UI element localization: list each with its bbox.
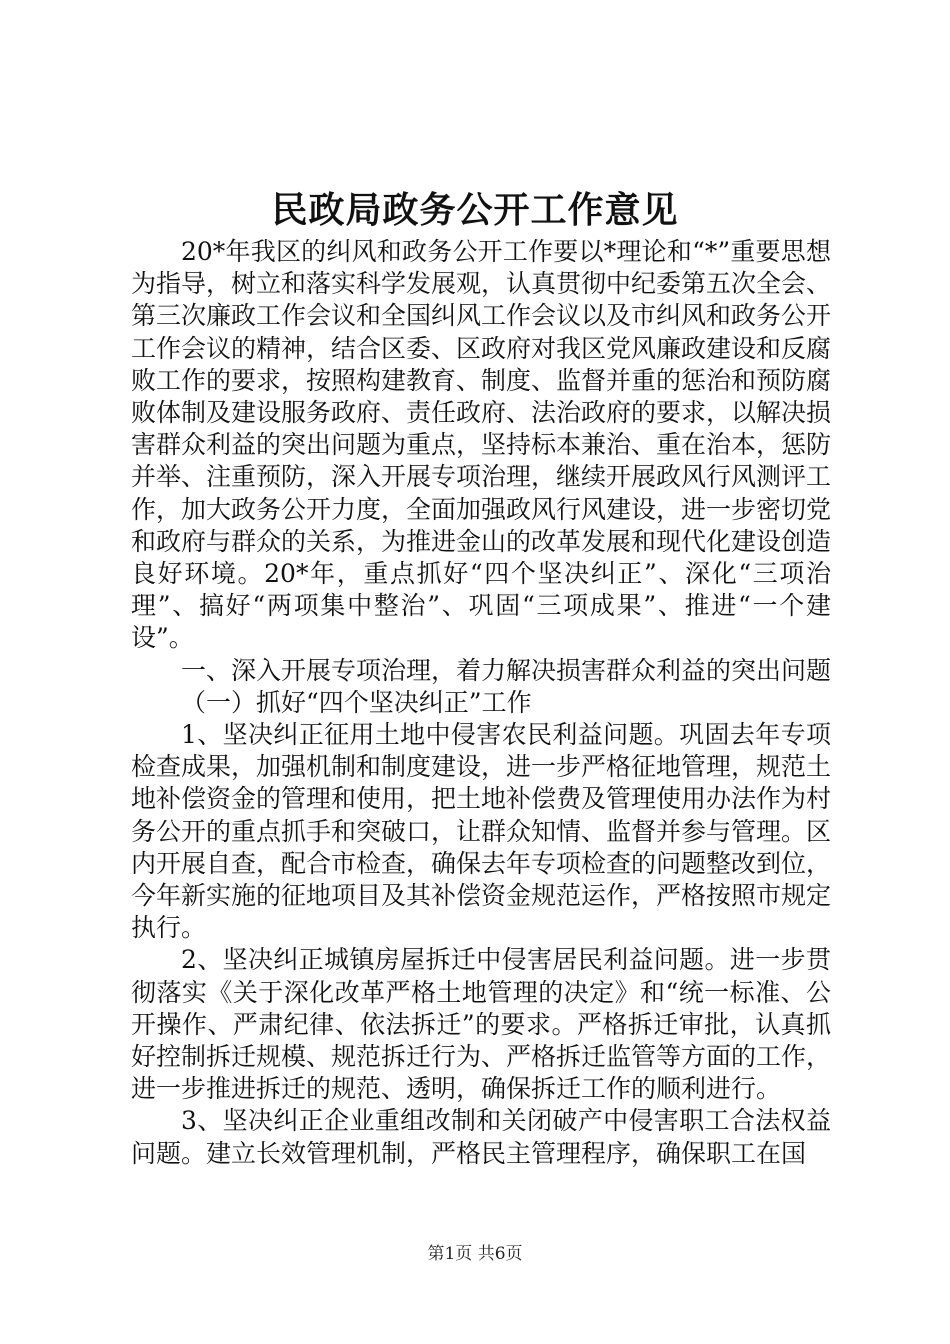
intro-paragraph: 20*年我区的纠风和政务公开工作要以*理论和“*”重要思想为指导，树立和落实科学发展观，认真贯彻中纪委第五次全会、第三次廉政工作会议和全国纠风工作会议以及市纠风和政务公开工作会议的精神，结合区委、区政府对我区党风廉政建设和反腐败工作的要求，按照构建教育、制度、监督并重的惩治和预防腐败体制及建设服务政府、责任政府、法治政府的要求，以解决损害群众利益的突出问题为重点，坚持标本兼治、重在治本，惩防并举、注重预防，深入开展专项治理，继续开展政风行风测评工作，加大政务公开力度，全面加强政风行风建设，进一步密切党和政府与群众的关系，为推进金山的改革发展和现代化建设创造良好环境。20*年，重点抓好“四个坚决纠正”、深化“三项治理”、搞好“两项集中整治”、巩固“三项成果”、推进“一个建设”。 [131,237,832,653]
section-heading-1: 一、深入开展专项治理，着力解决损害群众利益的突出问题 [181,655,832,685]
item-paragraph-2: 2、坚决纠正城镇房屋拆迁中侵害居民利益问题。进一步贯彻落实《关于深化改革严格土地管理的决定》和“统一标准、公开操作、严肃纪律、依法拆迁”的要求。严格拆迁审批，认真抓好控制拆迁规模、规范拆迁行为、严格拆迁监管等方面的工作，进一步推进拆迁的规范、透明，确保拆迁工作的顺利进行。 [131,945,832,1104]
item-paragraph-1: 1、坚决纠正征用土地中侵害农民利益问题。巩固去年专项检查成果，加强机制和制度建设，进一步严格征地管理，规范土地补偿资金的管理和使用，把土地补偿费及管理使用办法作为村务公开的重点抓手和突破口，让群众知情、监督并参与管理。区内开展自查，配合市检查，确保去年专项检查的问题整改到位，今年新实施的征地项目及其补偿资金规范运作，严格按照市规定执行。 [131,720,832,943]
document-title: 民政局政务公开工作意见 [271,189,679,231]
page-footer: 第1页 共6页 [427,1244,523,1264]
subsection-heading-1: （一）抓好“四个坚决纠正”工作 [181,687,532,717]
document-body [131,236,831,1170]
item-paragraph-3: 3、坚决纠正企业重组改制和关闭破产中侵害职工合法权益问题。建立长效管理机制，严格民主管理程序，确保职工在国 [131,1106,831,1168]
